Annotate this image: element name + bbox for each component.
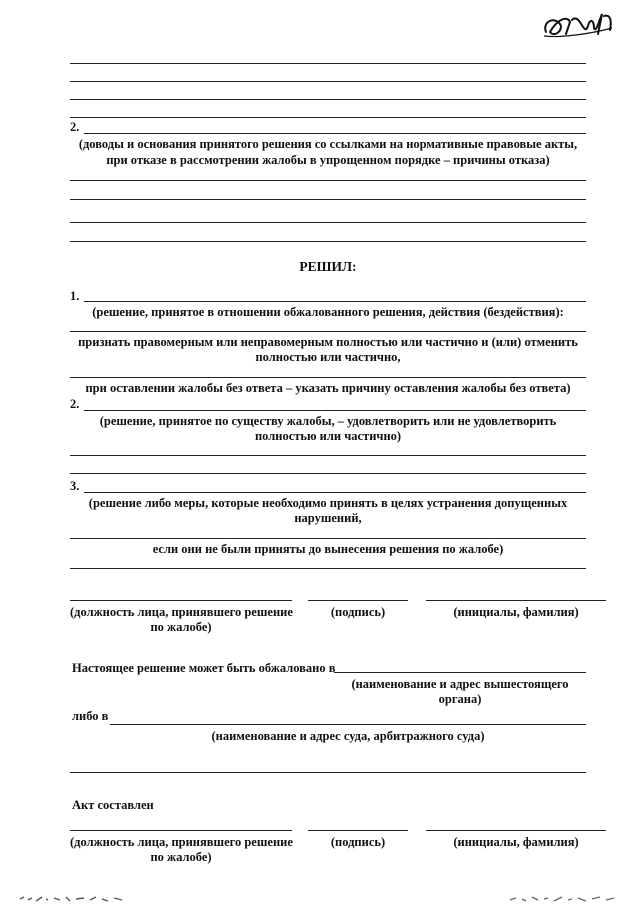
act-signature-line [308,830,408,831]
decision-heading: РЕШИЛ: [299,259,357,274]
position-line [70,600,292,601]
scan-noise [508,891,618,903]
act-position-caption-1: (должность лица, принявшего решение [70,835,293,849]
reasons-line [84,133,586,134]
blank-line [70,772,586,773]
decision-item2-number: 2. [70,397,80,411]
blank-line [70,455,586,456]
appeal-or-label: либо в [72,709,109,723]
blank-line [70,377,586,378]
decision-item1-number: 1. [70,289,80,303]
appeal-caption-2: органа) [438,692,482,706]
reasons-caption-2: при отказе в рассмотрении жалобы в упрощенном порядке – причины отказа) [106,153,550,167]
position-caption-2: по жалобе) [150,620,212,634]
scan-noise [18,891,128,903]
appeal-line [334,672,586,673]
blank-line [70,63,586,64]
decision-item1-caption-2: признать правомерным или неправомерным полностью или частично и (или) отменить [78,335,578,349]
decision-item1-caption-3: полностью или частично, [255,350,401,364]
blank-line [70,331,586,332]
handwritten-signature [540,8,616,42]
initials-caption: (инициалы, фамилия) [453,605,579,619]
act-position-line [70,830,292,831]
signature-line [308,600,408,601]
blank-line [70,473,586,474]
blank-line [70,117,586,118]
position-caption-1: (должность лица, принявшего решение [70,605,293,619]
decision-item2-caption-2: полностью или частично) [254,429,402,443]
blank-line [70,568,586,569]
decision-item2-line [84,410,586,411]
decision-item2-caption-1: (решение, принятое по существу жалобы, – удовлетворить или не удовлетворить [99,414,557,428]
blank-line [70,199,586,200]
court-line [110,724,586,725]
blank-line [70,180,586,181]
appeal-text: Настоящее решение может быть обжаловано в [72,661,336,675]
initials-line [426,600,606,601]
act-initials-caption: (инициалы, фамилия) [453,835,579,849]
court-caption: (наименование и адрес суда, арбитражного суда) [211,729,485,743]
decision-item3-caption-2: нарушений, [294,511,362,525]
blank-line [70,538,586,539]
decision-item3-caption-1: (решение либо меры, которые необходимо принять в целях устранения допущенных [88,496,568,510]
blank-line [70,81,586,82]
decision-item3-caption-3: если они не были приняты до вынесения решения по жалобе) [152,542,504,556]
blank-line [70,241,586,242]
blank-line [70,99,586,100]
decision-item3-line [84,492,586,493]
act-signature-caption: (подпись) [330,835,386,849]
reasons-caption-1: (доводы и основания принятого решения со ссылками на нормативные правовые акты, [78,137,578,151]
appeal-caption-1: (наименование и адрес вышестоящего [351,677,569,691]
act-position-caption-2: по жалобе) [150,850,212,864]
act-label: Акт составлен [72,798,154,812]
decision-item3-number: 3. [70,479,80,493]
reasons-item-number: 2. [70,120,80,134]
signature-caption: (подпись) [330,605,386,619]
decision-item1-line [84,301,586,302]
act-initials-line [426,830,606,831]
decision-item1-caption-4: при оставлении жалобы без ответа – указать причину оставления жалобы без ответа) [85,381,571,395]
decision-item1-caption-1: (решение, принятое в отношении обжалованного решения, действия (бездействия): [92,305,564,319]
blank-line [70,222,586,223]
